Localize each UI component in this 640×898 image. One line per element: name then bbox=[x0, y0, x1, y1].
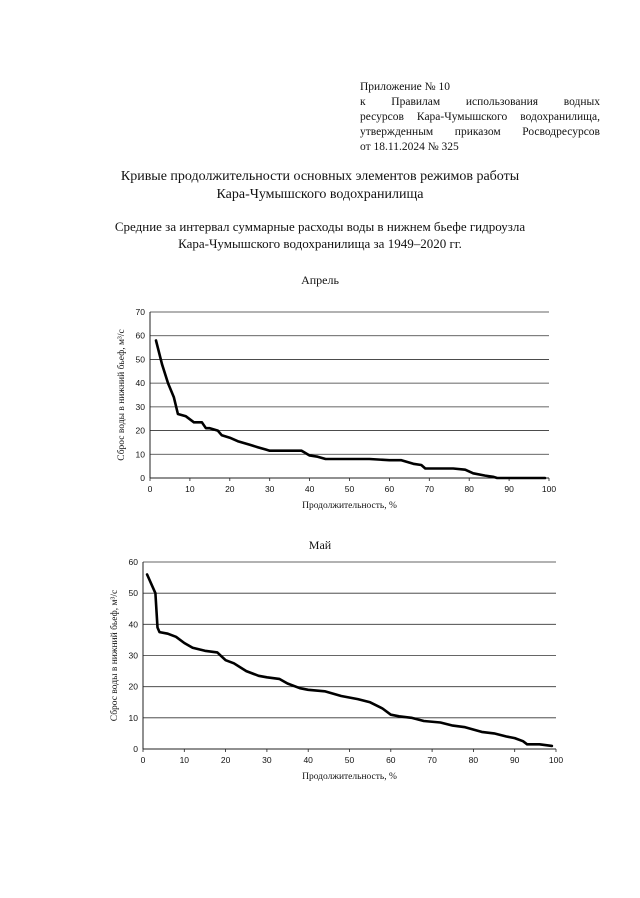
may-x-tick-label: 70 bbox=[427, 755, 437, 765]
april-x-tick-label: 20 bbox=[225, 484, 235, 494]
april-x-tick-label: 10 bbox=[185, 484, 195, 494]
april-y-axis-label: Сброс воды в нижний бьеф, м³/с bbox=[117, 329, 127, 461]
may-y-tick-label: 60 bbox=[128, 557, 138, 567]
april-x-tick-label: 90 bbox=[504, 484, 514, 494]
may-y-axis-label: Сброс воды в нижний бьеф, м³/с bbox=[110, 589, 120, 722]
may-y-tick-label: 0 bbox=[133, 744, 138, 754]
may-x-tick-label: 30 bbox=[262, 755, 272, 765]
may-x-tick-label: 10 bbox=[179, 755, 190, 765]
may-y-tick-label: 40 bbox=[128, 619, 138, 630]
april-x-tick-label: 100 bbox=[541, 484, 557, 494]
april-x-tick-label: 40 bbox=[304, 484, 315, 494]
april-x-tick-label: 30 bbox=[264, 484, 275, 494]
appendix-line-4: утвержденным приказом Росводресурсов bbox=[360, 126, 600, 138]
may-x-tick-label: 80 bbox=[468, 755, 479, 765]
appendix-line-5: от 18.11.2024 № 325 bbox=[360, 141, 459, 153]
april-x-tick-label: 80 bbox=[464, 484, 474, 494]
may-x-tick-label: 100 bbox=[548, 755, 564, 765]
may-x-tick-label: 60 bbox=[386, 755, 396, 765]
chart-title-april: Апрель bbox=[301, 273, 339, 287]
april-y-tick-label: 70 bbox=[135, 307, 145, 317]
may-x-tick-label: 20 bbox=[220, 755, 231, 765]
april-x-tick-label: 50 bbox=[344, 484, 355, 494]
may-y-tick-label: 20 bbox=[128, 681, 138, 692]
document-title-line-2: Кара-Чумышского водохранилища bbox=[216, 187, 424, 202]
may-x-tick-label: 40 bbox=[303, 755, 313, 765]
document-title-line-1: Кривые продолжительности основных элементов режимов работы bbox=[120, 169, 520, 184]
document-subtitle-line-2: Кара-Чумышского водохранилища за 1949–2020 гг. bbox=[178, 236, 462, 251]
april-x-tick-label: 60 bbox=[384, 484, 395, 494]
april-y-tick-label: 40 bbox=[135, 378, 145, 389]
april-x-tick-label: 0 bbox=[147, 484, 153, 494]
may-x-tick-label: 0 bbox=[140, 755, 146, 765]
may-x-tick-label: 50 bbox=[344, 755, 355, 765]
may-x-tick-label: 90 bbox=[509, 755, 520, 765]
document-subtitle-line-1: Средние за интервал суммарные расходы воды в нижнем бьефе гидроузла bbox=[114, 219, 526, 234]
appendix-line-1: Приложение № 10 bbox=[360, 81, 450, 93]
april-y-tick-label: 50 bbox=[135, 354, 145, 365]
april-x-axis-label: Продолжительность, % bbox=[302, 501, 397, 511]
april-y-tick-label: 20 bbox=[135, 425, 145, 436]
april-y-tick-label: 60 bbox=[135, 330, 145, 341]
chart-title-may: Май bbox=[308, 538, 332, 552]
appendix-line-2: к Правилам использования водных bbox=[360, 96, 600, 108]
april-y-tick-label: 0 bbox=[140, 473, 145, 483]
may-series-line bbox=[147, 575, 552, 746]
appendix-line-3: ресурсов Кара-Чумышского водохранилища, bbox=[360, 111, 600, 123]
may-y-tick-label: 10 bbox=[128, 712, 138, 723]
may-x-axis-label: Продолжительность, % bbox=[302, 772, 397, 782]
april-y-tick-label: 10 bbox=[135, 449, 145, 460]
april-x-tick-label: 70 bbox=[424, 484, 435, 494]
may-y-tick-label: 30 bbox=[128, 650, 138, 661]
may-y-tick-label: 50 bbox=[128, 588, 138, 599]
april-y-tick-label: 30 bbox=[135, 401, 145, 412]
